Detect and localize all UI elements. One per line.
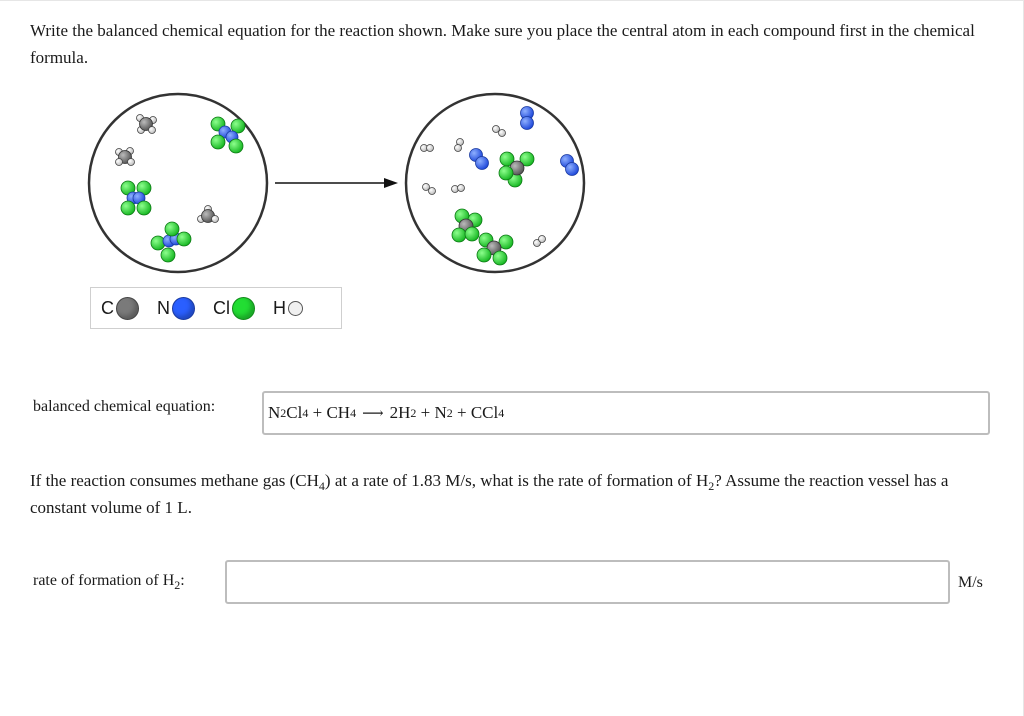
rate-question-text: ? Assume the reaction vessel has a constant volume of 1 L.	[30, 471, 949, 517]
legend-item-carbon	[101, 297, 139, 320]
rate-question-subscript: 4	[318, 479, 325, 493]
rate-answer-input[interactable]	[225, 560, 950, 604]
reaction-diagram	[0, 0, 1024, 290]
eq-reactant1: N	[268, 403, 281, 422]
carbon-atom-icon	[116, 297, 139, 320]
hydrogen-molecule	[421, 145, 434, 152]
eq-product3: CCl	[470, 403, 499, 422]
nitrogen-molecule	[521, 107, 534, 130]
rate-label-subscript: 2	[174, 578, 181, 592]
eq-plus: +	[416, 403, 435, 422]
equation-label: balanced chemical equation:	[33, 398, 216, 415]
eq-product2: N	[434, 403, 447, 422]
rate-answer-label	[33, 572, 185, 590]
eq-product1: 2H	[389, 403, 411, 422]
hydrogen-atom-icon	[288, 301, 303, 316]
chlorine-atom-icon	[232, 297, 255, 320]
eq-plus: +	[308, 403, 327, 422]
eq-reactant1-b: Cl	[286, 403, 303, 422]
rate-question-text: ) at a rate of 1.83 M/s, what is the rate of formation of H	[324, 471, 709, 490]
legend-item-nitrogen	[157, 297, 195, 320]
rate-unit: M/s	[958, 574, 983, 591]
rate-label-text: rate of formation of H	[33, 572, 175, 589]
balanced-equation-input[interactable]: N 2 Cl 4 + CH 4 ⟶ 2H 2 + N 2 + CCl 4	[262, 391, 990, 435]
eq-plus: +	[452, 403, 471, 422]
legend-label: C	[101, 297, 114, 318]
reaction-arrow	[275, 178, 398, 188]
atom-legend	[90, 287, 342, 329]
legend-item-hydrogen	[273, 298, 303, 319]
methane-molecule	[116, 148, 135, 166]
question-prompt: Write the balanced chemical equation for the reaction shown. Make sure you place the central atom in each compound first in the chemical formula.	[30, 21, 975, 67]
reaction-arrow-icon: ⟶	[362, 405, 384, 422]
eq-reactant2: CH	[326, 403, 351, 422]
legend-label: N	[157, 297, 170, 318]
rate-label-colon: :	[180, 572, 185, 589]
nitrogen-atom-icon	[172, 297, 195, 320]
legend-item-chlorine	[213, 297, 255, 320]
rate-question-text: If the reaction consumes methane gas (CH	[30, 471, 319, 490]
legend-label: H	[273, 297, 286, 318]
rate-question	[30, 467, 990, 521]
legend-label: Cl	[213, 297, 230, 318]
rate-question-subscript: 2	[708, 479, 715, 493]
hydrogen-molecule	[452, 185, 465, 193]
